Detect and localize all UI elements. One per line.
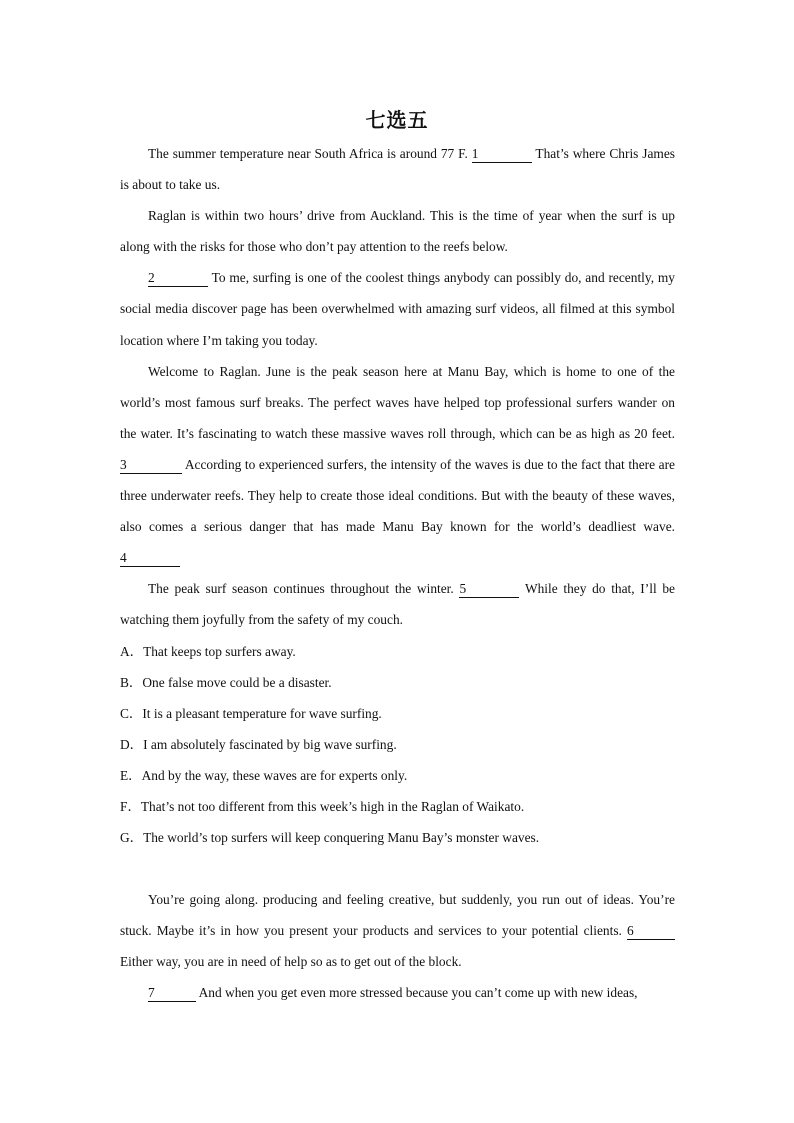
document-body [120,138,675,1009]
blank-3: 3 [120,457,182,474]
option-b: B．One false move could be a disaster. [120,674,332,690]
option-a: A．That keeps top surfers away. [120,643,296,659]
option-c: C．It is a pleasant temperature for wave surfing. [120,705,382,721]
blank-6: 6 [627,923,675,940]
options-list [120,636,675,854]
passage1-paragraph-1: The summer temperature near South Africa is around 77 F. 1 That’s where Chris James is about to take us. [120,146,675,193]
passage1-paragraph-2: Raglan is within two hours’ drive from Auckland. This is the time of year when the surf is up along with the risks for those who don’t pay attention to the reefs below. [120,208,675,255]
blank-2: 2 [148,270,208,287]
blank-7: 7 [148,985,196,1002]
option-g: G．The world’s top surfers will keep conquering Manu Bay’s monster waves. [120,830,540,846]
passage1-paragraph-3: 2 To me, surfing is one of the coolest things anybody can possibly do, and recently, my social media discover page has been overwhelmed with amazing surf videos, all filmed at this symbol location where I’m taking you today. [120,270,675,348]
option-d: D．I am absolutely fascinated by big wave surfing. [120,736,397,752]
option-f: F．That’s not too different from this week’s high in the Raglan of Waikato. [120,798,525,814]
passage2-paragraph-1: You’re going along. producing and feeling creative, but suddenly, you run out of ideas. You’re stuck. Maybe it’s in how you present your products and services to your potential clients. 6 Either way, you are in need of help so as to get out of the block. [120,892,675,970]
option-e: E．And by the way, these waves are for experts only. [120,767,408,783]
page-title: 七选五 [365,108,429,132]
passage1-paragraph-4: Welcome to Raglan. June is the peak season here at Manu Bay, which is home to one of the world’s most famous surf breaks. The perfect waves have helped top professional surfers wander on the water. It’s fascinating to watch these massive waves roll through, which can be as high as 20 feet. 3 According to experienced surfers, the intensity of the waves is due to the fact that there are three underwater reefs. They help to create those ideal conditions. But with the beauty of these waves, also comes a serious danger that has made Manu Bay known for the world’s deadliest wave. 4 [120,363,675,566]
passage2-paragraph-2: 7 And when you get even more stressed because you can’t come up with new ideas, [148,985,638,1001]
section-gap [120,853,675,884]
passage1-paragraph-5: The peak surf season continues throughout the winter. 5 While they do that, I’ll be watching them joyfully from the safety of my couch. [120,581,676,628]
blank-1: 1 [472,146,532,163]
blank-5: 5 [459,581,519,598]
blank-4: 4 [120,550,180,567]
